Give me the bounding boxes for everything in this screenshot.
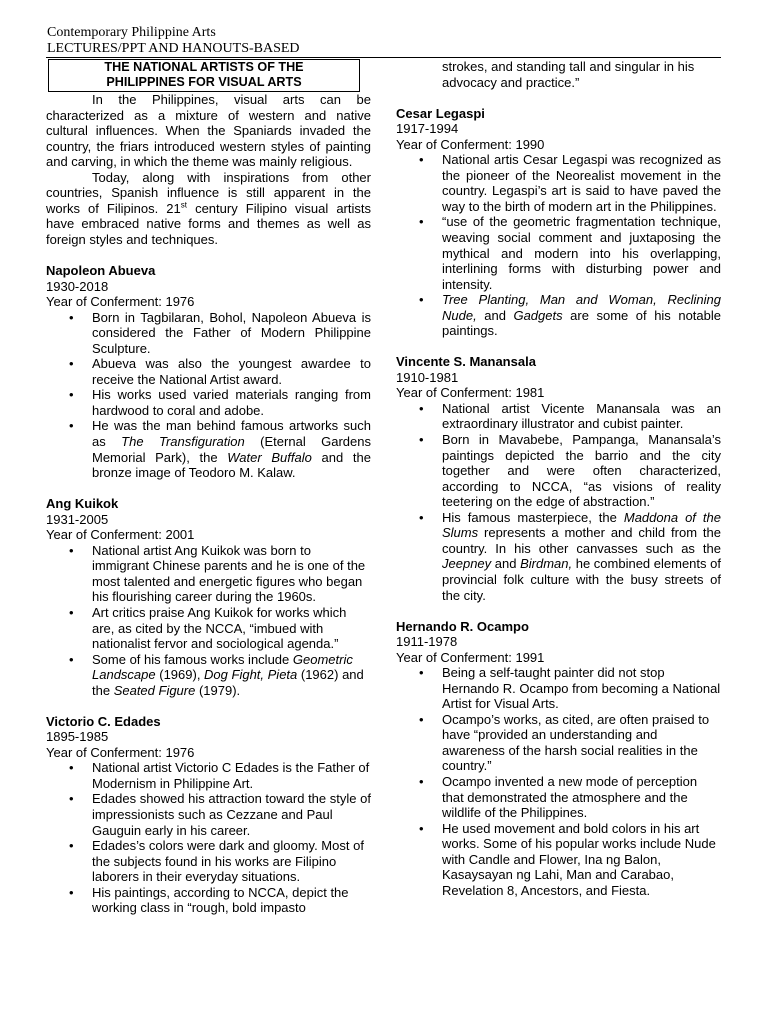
list-item: • National artis Cesar Legaspi was recognized as the pioneer of the Neorealist movement in the country. Legaspi’s art is said to have paved the way to the birth of modern art in the Philippines. bbox=[442, 152, 721, 214]
artist-bullets-edades-continued bbox=[396, 59, 721, 90]
artist-name-manansala: Vincente S. Manansala bbox=[396, 354, 536, 370]
artist-name-edades: Victorio C. Edades bbox=[46, 713, 161, 729]
list-item: • Ocampo’s works, as cited, are often praised to have “provided an understanding and awareness of the harsh social realities in the country.” bbox=[442, 712, 721, 774]
artist-bullets-kuikok bbox=[46, 543, 371, 698]
list-item: • He used movement and bold colors in his art works. Some of his popular works include Nude with Candle and Flower, Ina ng Balon, Kasaysayan ng Lahi, Man and Carabao, Revelation 8, Ancestors, and Fiesta. bbox=[442, 821, 721, 899]
artist-name-kuikok: Ang Kuikok bbox=[46, 496, 119, 512]
left-column bbox=[46, 59, 371, 916]
list-item: • Ocampo invented a new mode of perception that demonstrated the atmosphere and the wildlife of the Philippines. bbox=[442, 774, 721, 821]
list-item: • Being a self-taught painter did not stop Hernando R. Ocampo from becoming a National Artist for Visual Arts. bbox=[442, 665, 721, 712]
list-item-continued bbox=[442, 59, 721, 90]
text-run: and the bronze image of Teodoro M. Kalaw. bbox=[92, 449, 371, 481]
artist-years-edades: 1895-1985 bbox=[46, 729, 109, 745]
artwork-title: Maddona of the Slums bbox=[442, 509, 721, 541]
right-column bbox=[396, 59, 721, 898]
artist-bullets-edades bbox=[46, 760, 371, 915]
artist-bullets-legaspi bbox=[396, 152, 721, 339]
document-title-line-2: PHILIPPINES FOR VISUAL ARTS bbox=[106, 75, 302, 89]
list-item: • “use of the geometric fragmentation technique, weaving social comment and juxtaposing the mythical and modern into his overlapping, interlining forms with disturbing power and intensity. bbox=[442, 214, 721, 292]
text-run: are some of his notable paintings. bbox=[442, 307, 721, 339]
header-subtitle: LECTURES/PPT AND HANOUTS-BASED bbox=[47, 41, 300, 56]
list-item: • Edades showed his attraction toward the style of impressionists such as Cezzane and Paul Gauguin early in his career. bbox=[92, 791, 371, 838]
header-course-title: Contemporary Philippine Arts bbox=[47, 25, 216, 40]
intro-paragraph-2 bbox=[46, 170, 371, 248]
intro-p2-text-b: century Filipino visual artists have embraced native forms and themes as well as foreign styles and techniques. bbox=[46, 200, 371, 247]
list-item: • Art critics praise Ang Kuikok for works which are, as cited by the NCCA, “imbued with nationalist fervor and sociological agenda.” bbox=[92, 605, 371, 652]
document-title-line-1: THE NATIONAL ARTISTS OF THE bbox=[104, 60, 304, 74]
intro-paragraph-1: In the Philippines, visual arts can be characterized as a mixture of western and native cultural influences. When the Spaniards invaded the country, the friars introduced western styles of painting and carving, in which the theme was mainly religious. bbox=[46, 92, 371, 170]
artist-name-abueva: Napoleon Abueva bbox=[46, 262, 156, 278]
text-run: he combined elements of provincial folk culture with the busy streets of the city. bbox=[442, 556, 721, 603]
artwork-title: Water Buffalo bbox=[227, 449, 312, 465]
text-run: His famous masterpiece, the bbox=[442, 509, 624, 525]
list-item bbox=[92, 418, 371, 480]
artist-bullets-ocampo bbox=[396, 665, 721, 898]
artist-years-abueva: 1930-2018 bbox=[46, 278, 109, 294]
text-run: and bbox=[491, 556, 521, 572]
artist-conferment-manansala: Year of Conferment: 1981 bbox=[396, 385, 545, 401]
list-item bbox=[442, 510, 721, 603]
artwork-title: The Transfiguration bbox=[121, 433, 245, 449]
intro-p2-text-a: Today, along with inspirations from other countries, Spanish influence is still apparent in the works of Filipinos. 21 bbox=[46, 169, 371, 216]
artwork-title: Tree Planting, Man and Woman, Reclining Nude, bbox=[442, 292, 721, 323]
artwork-title: Birdman, bbox=[520, 556, 573, 572]
artwork-title: Seated Figure bbox=[113, 682, 196, 698]
artwork-title: Geometric Landscape bbox=[92, 651, 353, 683]
list-item: • Edades’s colors were dark and gloomy. Most of the subjects found in his works are Filipino laborers in their everyday situations. bbox=[92, 838, 371, 885]
list-item: • Abueva was also the youngest awardee to receive the National Artist award. bbox=[92, 356, 371, 387]
intro-p2-superscript: st bbox=[180, 200, 187, 210]
list-item: • His paintings, according to NCCA, depict the working class in “rough, bold impasto bbox=[92, 885, 371, 916]
artwork-title: Dog Fight, Pieta bbox=[204, 667, 298, 683]
text-run: strokes, and standing tall and singular in his advocacy and practice.” bbox=[442, 59, 695, 90]
list-item: • Born in Tagbilaran, Bohol, Napoleon Abueva is considered the Father of Modern Philippine Sculpture. bbox=[92, 310, 371, 357]
text-run: (1969), bbox=[155, 667, 205, 683]
list-item bbox=[92, 652, 371, 699]
text-run: represents a mother and child from the country. In his other canvasses such as the bbox=[442, 525, 721, 556]
list-item: • National artist Vicente Manansala was an extraordinary illustrator and cubist painter. bbox=[442, 401, 721, 432]
artist-conferment-edades: Year of Conferment: 1976 bbox=[46, 744, 195, 760]
artist-years-kuikok: 1931-2005 bbox=[46, 511, 109, 527]
text-run: (1962) and the bbox=[92, 667, 364, 698]
text-run: (Eternal Gardens Memorial Park), the bbox=[92, 433, 371, 465]
list-item: • National artist Victorio C Edades is the Father of Modernism in Philippine Art. bbox=[92, 760, 371, 791]
artwork-title: Gadgets bbox=[513, 307, 563, 323]
artist-conferment-legaspi: Year of Conferment: 1990 bbox=[396, 136, 545, 152]
artwork-title: Jeepney bbox=[442, 556, 492, 572]
text-run: He was the man behind famous artworks such as bbox=[92, 418, 371, 449]
artist-years-ocampo: 1911-1978 bbox=[396, 634, 458, 650]
header-rule bbox=[46, 57, 721, 58]
text-run: Some of his famous works include bbox=[92, 651, 293, 667]
artist-bullets-manansala bbox=[396, 401, 721, 603]
artist-bullets-abueva bbox=[46, 310, 371, 481]
text-run: (1979). bbox=[195, 682, 241, 698]
artist-conferment-abueva: Year of Conferment: 1976 bbox=[46, 294, 195, 310]
text-run: and bbox=[476, 307, 514, 323]
artist-years-legaspi: 1917-1994 bbox=[396, 121, 459, 137]
artist-years-manansala: 1910-1981 bbox=[396, 369, 459, 385]
artist-conferment-kuikok: Year of Conferment: 2001 bbox=[46, 527, 195, 543]
artist-name-legaspi: Cesar Legaspi bbox=[396, 105, 485, 121]
artist-conferment-ocampo: Year of Conferment: 1991 bbox=[396, 649, 545, 665]
list-item bbox=[442, 292, 721, 339]
list-item: • His works used varied materials ranging from hardwood to coral and adobe. bbox=[92, 387, 371, 418]
list-item: • Born in Mavabebe, Pampanga, Manansala’s paintings depicted the barrio and the city together and were often characterized, according to NCCA, “as visions of reality teetering on the edge of abstraction.” bbox=[442, 432, 721, 510]
document-title-box bbox=[48, 59, 360, 92]
list-item: • National artist Ang Kuikok was born to immigrant Chinese parents and he is one of the most talented and energetic figures who began his flourishing career during the 1960s. bbox=[92, 543, 371, 605]
artist-name-ocampo: Hernando R. Ocampo bbox=[396, 618, 529, 634]
